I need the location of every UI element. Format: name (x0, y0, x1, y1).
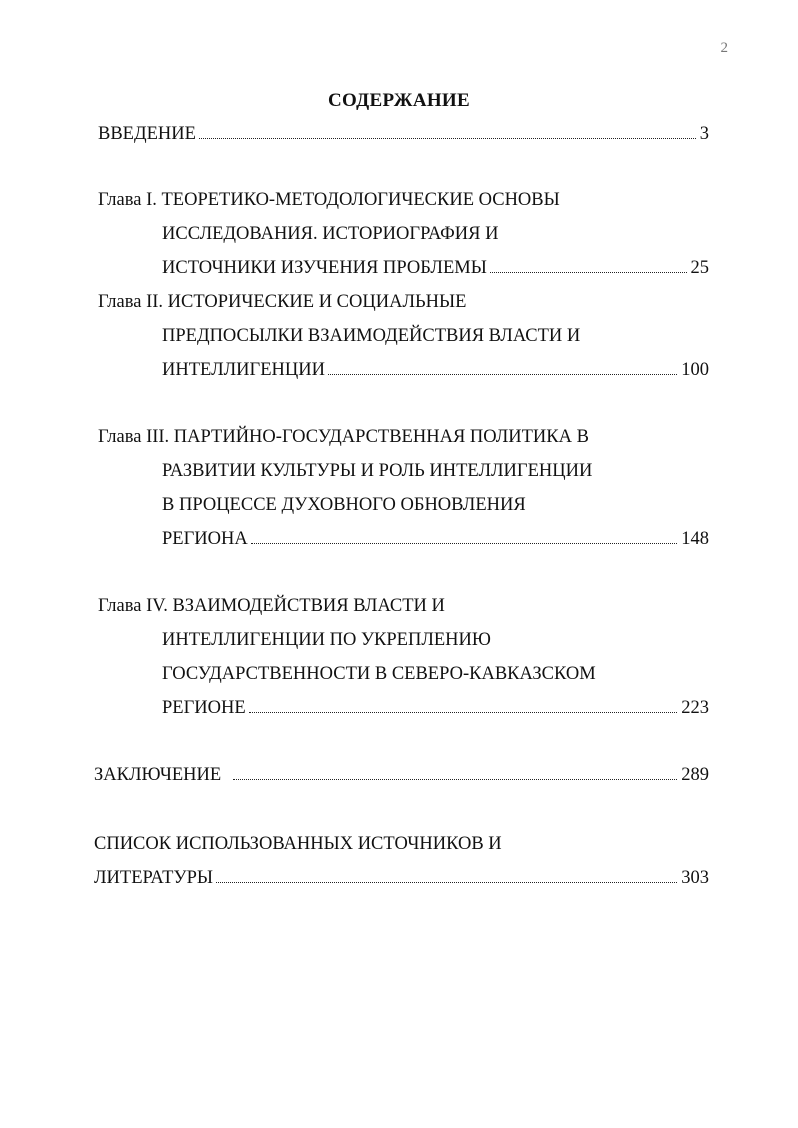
toc-entry-references-line1[interactable] (94, 832, 502, 856)
toc-entry-chapter1-text3: ИСТОЧНИКИ ИЗУЧЕНИЯ ПРОБЛЕМЫ (162, 258, 487, 278)
toc-entry-chapter1-text1: Глава I. ТЕОРЕТИКО-МЕТОДОЛОГИЧЕСКИЕ ОСНОВЫ (98, 190, 560, 210)
toc-entry-chapter2-text1: Глава II. ИСТОРИЧЕСКИЕ И СОЦИАЛЬНЫЕ (98, 292, 467, 312)
page-number: 2 (720, 40, 728, 56)
toc-entry-chapter1-line2[interactable] (162, 222, 499, 246)
toc-entry-chapter4-text4: РЕГИОНЕ (162, 698, 246, 718)
toc-entry-chapter2-text2: ПРЕДПОСЫЛКИ ВЗАИМОДЕЙСТВИЯ ВЛАСТИ И (162, 326, 581, 346)
toc-entry-chapter2-line3[interactable] (162, 358, 709, 382)
toc-entry-chapter2-line2[interactable] (162, 324, 580, 348)
toc-entry-chapter3-text1: Глава III. ПАРТИЙНО-ГОСУДАРСТВЕННАЯ ПОЛИТИКА В (98, 427, 589, 447)
dot-leader (233, 778, 677, 780)
toc-entry-chapter2-line1[interactable] (98, 290, 466, 314)
toc-entry-intro-page: 3 (699, 124, 709, 144)
dot-leader (251, 542, 678, 544)
toc-entry-chapter3-line1[interactable] (98, 425, 589, 449)
toc-entry-intro-text: ВВЕДЕНИЕ (98, 124, 196, 144)
toc-entry-conclusion-text: ЗАКЛЮЧЕНИЕ (94, 765, 222, 785)
toc-entry-chapter3-line3[interactable] (162, 493, 526, 517)
toc-entry-chapter1-line3[interactable] (162, 256, 709, 280)
toc-entry-chapter3-text3: В ПРОЦЕССЕ ДУХОВНОГО ОБНОВЛЕНИЯ (162, 495, 526, 515)
toc-entry-chapter3-line4[interactable] (162, 527, 709, 551)
toc-entry-chapter4-line4[interactable] (162, 696, 709, 720)
page-title: СОДЕРЖАНИЕ (328, 90, 470, 111)
toc-entry-chapter4-text1: Глава IV. ВЗАИМОДЕЙСТВИЯ ВЛАСТИ И (98, 596, 445, 616)
toc-entry-chapter3-text4: РЕГИОНА (162, 529, 248, 549)
dot-leader (490, 271, 687, 273)
toc-entry-chapter4-page: 223 (681, 698, 709, 718)
toc-entry-references-text2: ЛИТЕРАТУРЫ (94, 868, 213, 888)
toc-entry-chapter4-line3[interactable] (162, 662, 596, 686)
toc-entry-conclusion[interactable] (94, 763, 709, 787)
dot-leader (328, 373, 677, 375)
toc-entry-chapter4-text2: ИНТЕЛЛИГЕНЦИИ ПО УКРЕПЛЕНИЮ (162, 630, 491, 650)
toc-entry-chapter1-page: 25 (690, 258, 709, 278)
toc-entry-chapter1-line1[interactable] (98, 188, 560, 212)
toc-entry-chapter1-text2: ИССЛЕДОВАНИЯ. ИСТОРИОГРАФИЯ И (162, 224, 499, 244)
toc-entry-chapter3-line2[interactable] (162, 459, 592, 483)
toc-entry-references-line2[interactable] (94, 866, 709, 890)
toc-entry-intro[interactable] (98, 122, 709, 146)
toc-entry-chapter3-page: 148 (681, 529, 709, 549)
toc-entry-chapter4-text3: ГОСУДАРСТВЕННОСТИ В СЕВЕРО-КАВКАЗСКОМ (162, 664, 596, 684)
toc-entry-chapter2-text3: ИНТЕЛЛИГЕНЦИИ (162, 360, 325, 380)
toc-entry-chapter4-line2[interactable] (162, 628, 491, 652)
toc-entry-conclusion-page: 289 (681, 765, 709, 785)
toc-entry-chapter2-page: 100 (681, 360, 709, 380)
dot-leader (199, 137, 696, 139)
toc-entry-references-text1: СПИСОК ИСПОЛЬЗОВАННЫХ ИСТОЧНИКОВ И (94, 834, 502, 854)
dot-leader (249, 711, 678, 713)
toc-entry-chapter4-line1[interactable] (98, 594, 445, 618)
dot-leader (216, 881, 677, 883)
toc-entry-references-page: 303 (681, 868, 709, 888)
toc-entry-chapter3-text2: РАЗВИТИИ КУЛЬТУРЫ И РОЛЬ ИНТЕЛЛИГЕНЦИИ (162, 461, 593, 481)
